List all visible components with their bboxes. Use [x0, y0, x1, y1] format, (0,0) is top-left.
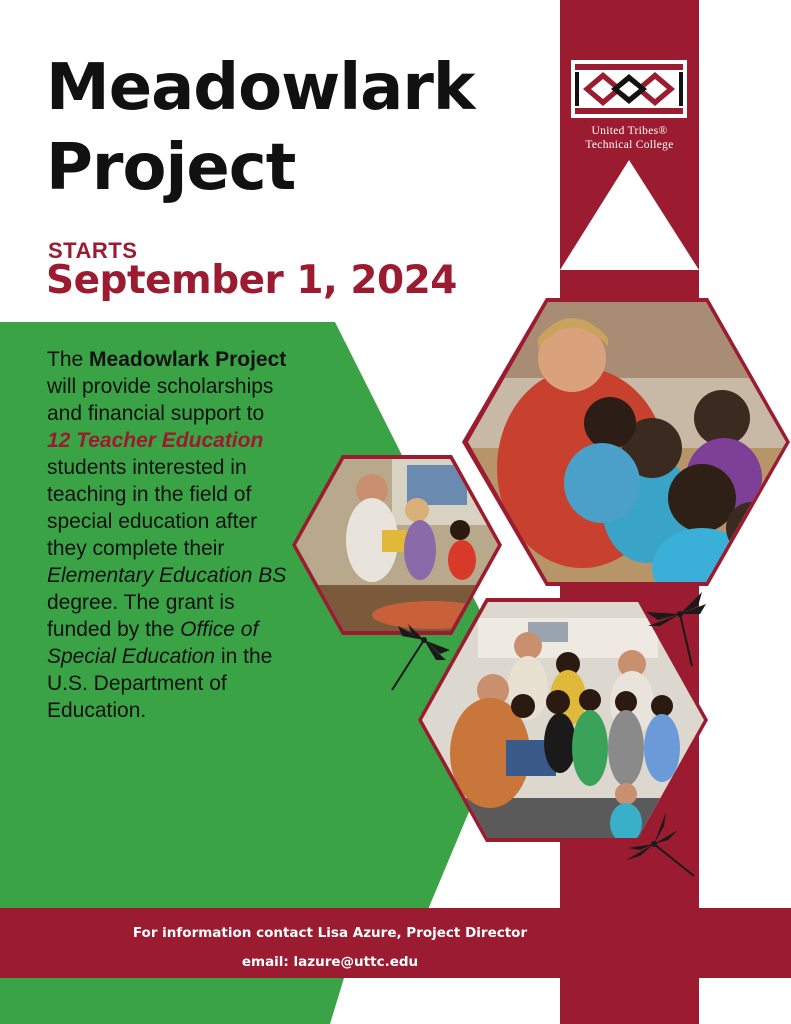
description-part: will provide scholarships and financial support to [47, 375, 274, 425]
student-count: 12 Teacher Education [47, 429, 264, 452]
starts-label: STARTS [48, 238, 138, 263]
description-text [47, 346, 287, 724]
college-name [562, 124, 697, 152]
college-name-line2: Technical College [585, 139, 674, 151]
college-name-line1: United Tribes® [591, 125, 668, 137]
description-part: students interested in teaching in the field of special education after they complete their [47, 456, 258, 560]
title-line1: Meadowlark [46, 51, 475, 125]
dragonfly-icon [640, 590, 710, 668]
start-date: September 1, 2024 [46, 258, 457, 303]
description-part: degree. The grant is funded by the [47, 591, 235, 641]
title-line2: Project [46, 131, 296, 205]
contact-info [0, 919, 660, 977]
dragonfly-icon [626, 812, 694, 876]
uttc-logo [571, 60, 687, 118]
contact-line: For information contact Lisa Azure, Project Director [132, 925, 528, 941]
program-name: Meadowlark Project [89, 348, 287, 371]
photo-teacher-with-students [462, 298, 790, 586]
page-title [46, 48, 474, 208]
banner-triangle-cutout [560, 160, 699, 280]
description-part: The [47, 348, 90, 371]
dragonfly-icon [384, 620, 454, 692]
logo-pattern-icon [573, 62, 685, 116]
funding-office: Office of Special Education [47, 618, 259, 668]
description-part: in the U.S. Department of Education. [47, 645, 273, 722]
contact-email[interactable]: email: lazure@uttc.edu [241, 954, 419, 970]
degree-name: Elementary Education BS [47, 564, 287, 587]
